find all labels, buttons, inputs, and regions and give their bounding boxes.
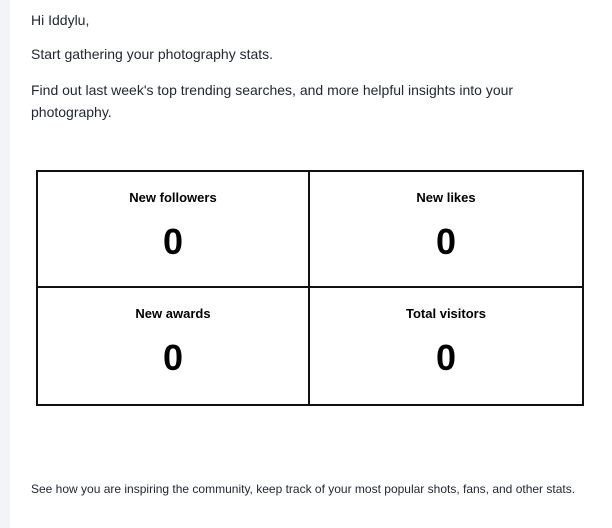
stat-cell-total-visitors — [310, 288, 582, 404]
stat-value: 0 — [435, 221, 457, 262]
email-body — [31, 0, 601, 528]
stat-cell-new-awards — [38, 288, 310, 404]
left-rail — [0, 0, 10, 528]
stat-value: 0 — [435, 337, 457, 378]
stat-value: 0 — [162, 337, 184, 378]
stats-table — [36, 170, 584, 406]
stat-label: Total visitors — [406, 306, 486, 321]
greeting-text: Hi Iddylu, — [31, 12, 90, 28]
stat-value: 0 — [162, 221, 184, 262]
footer-text: See how you are inspiring the community, keep track of your most popular shots, fans, and other stats. — [31, 482, 576, 496]
stat-cell-new-likes — [310, 172, 582, 288]
insights-text: Find out last week's top trending searches, and more helpful insights into your photography. — [31, 82, 514, 120]
stat-label: New likes — [416, 190, 476, 205]
stat-label: New followers — [129, 190, 217, 205]
stat-cell-new-followers — [38, 172, 310, 288]
stat-label: New awards — [135, 306, 211, 321]
intro-text: Start gathering your photography stats. — [31, 46, 274, 62]
